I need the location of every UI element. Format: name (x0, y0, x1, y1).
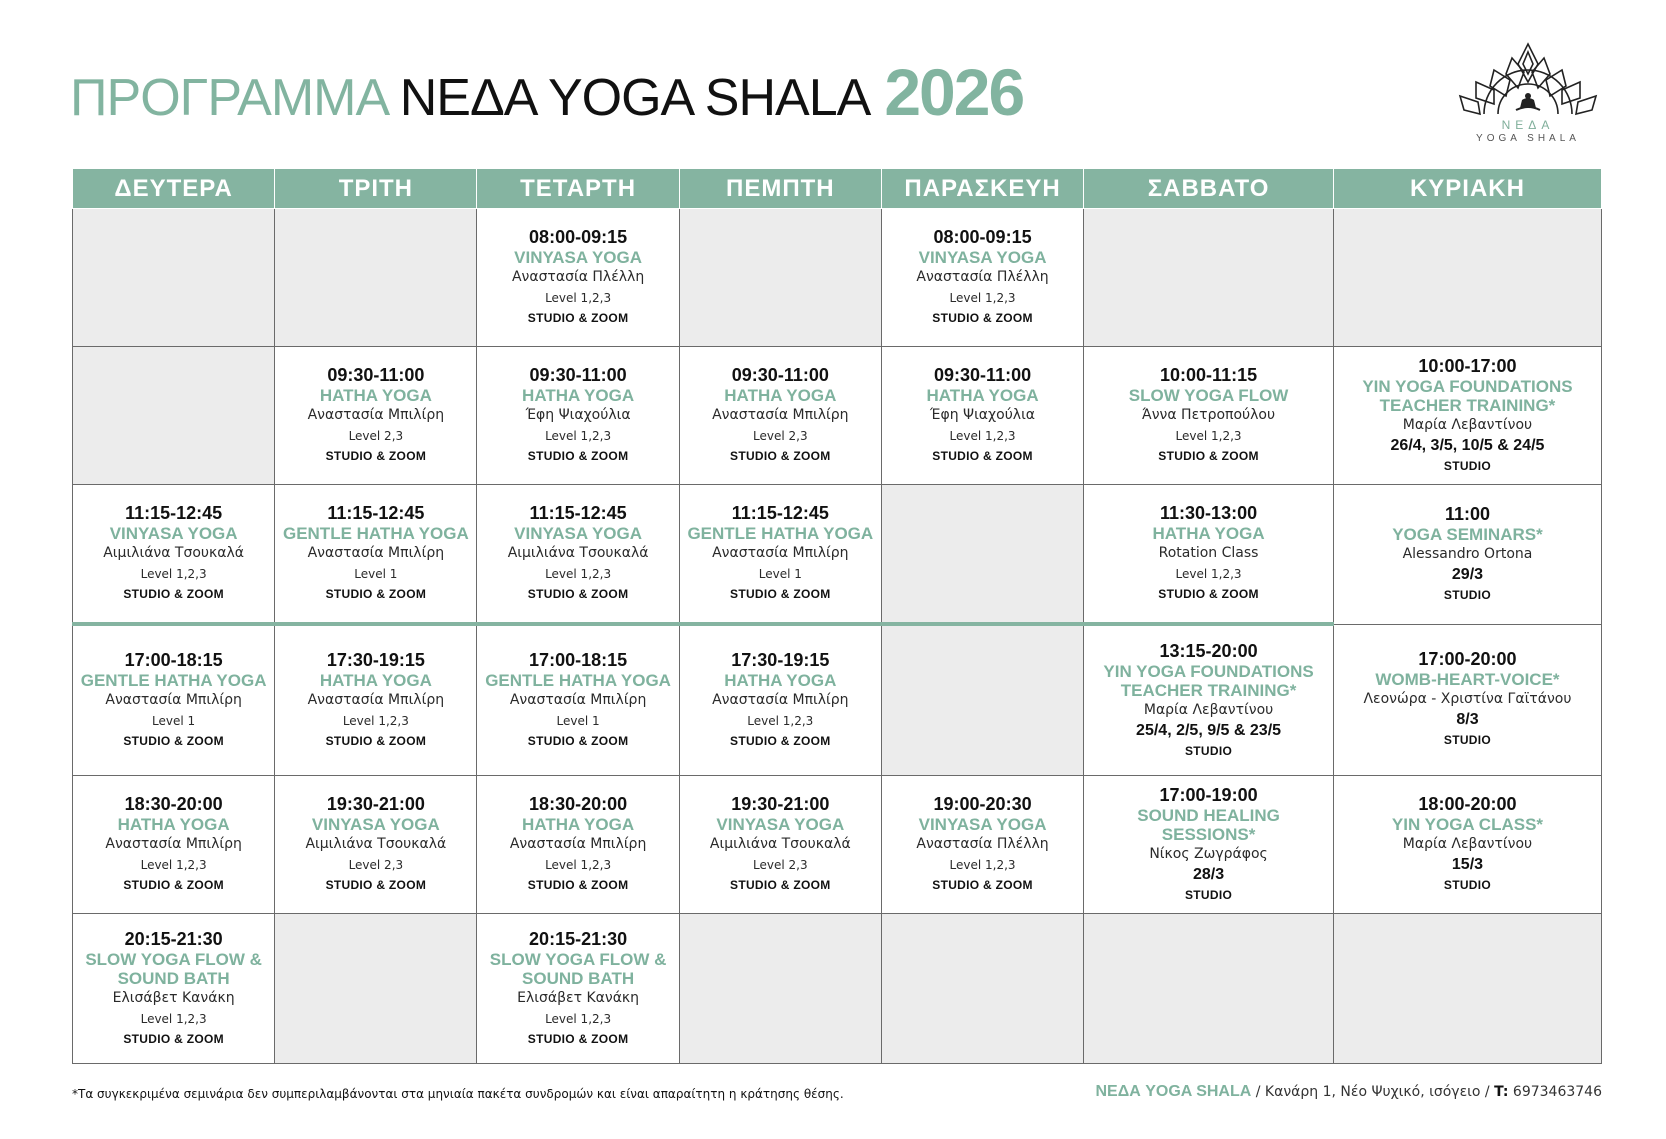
class-slot-sunday (1333, 347, 1601, 485)
class-teacher: Αναστασία Μπιλίρη (307, 692, 445, 708)
class-dates: 28/3 (1192, 865, 1225, 883)
class-name: VINYASA YOGA (716, 815, 845, 834)
class-time: 09:30-11:00 (327, 365, 425, 385)
class-time: 08:00-09:15 (529, 227, 628, 247)
class-teacher: Νίκος Ζωγράφος (1149, 845, 1268, 862)
class-location: STUDIO & ZOOM (123, 587, 224, 601)
class-slot-tuesday (275, 624, 477, 776)
class-location: STUDIO (1443, 878, 1492, 892)
class-teacher: Έφη Ψιαχούλια (930, 407, 1036, 423)
class-slot-sunday (1333, 624, 1601, 776)
schedule-row (73, 624, 1602, 776)
empty-slot-sunday (1333, 209, 1601, 347)
class-time: 11:15-12:45 (731, 503, 829, 523)
class-location: STUDIO & ZOOM (730, 878, 831, 892)
class-name: HATHA YOGA (724, 671, 837, 690)
class-teacher: Έφη Ψιαχούλια (525, 407, 631, 423)
page-title (70, 55, 1024, 129)
class-time: 11:15-12:45 (125, 503, 223, 523)
class-slot-friday (881, 347, 1083, 485)
class-location: STUDIO & ZOOM (932, 878, 1033, 892)
class-time: 17:00-18:15 (124, 650, 223, 670)
title-year: 2026 (884, 55, 1024, 129)
class-slot-monday (73, 914, 275, 1064)
empty-slot-monday (73, 209, 275, 347)
class-level: Level 1,2,3 (949, 291, 1016, 305)
class-level: Level 1,2,3 (140, 567, 207, 581)
class-name: VINYASA YOGA (109, 524, 238, 543)
empty-slot-sunday (1333, 914, 1601, 1064)
class-name: SLOW YOGA FLOW & SOUND BATH (489, 949, 667, 988)
class-level: Level 1 (556, 714, 600, 728)
class-teacher: Αιμιλιάνα Τσουκαλά (709, 836, 851, 852)
class-level: Level 2,3 (348, 429, 404, 443)
class-time: 10:00-11:15 (1160, 365, 1258, 385)
class-teacher: Λεονώρα - Χριστίνα Γαϊτάνου (1363, 691, 1572, 708)
class-location: STUDIO & ZOOM (325, 878, 427, 892)
class-dates: 25/4, 2/5, 9/5 & 23/5 (1136, 721, 1282, 739)
class-time: 19:00-20:30 (933, 794, 1032, 814)
class-name: GENTLE HATHA YOGA (687, 524, 874, 543)
day-header-thursday: ΠΕΜΠΤΗ (679, 169, 881, 209)
empty-slot-monday (73, 347, 275, 485)
class-location: STUDIO & ZOOM (325, 587, 427, 601)
class-location: STUDIO & ZOOM (527, 587, 629, 601)
class-teacher: Αναστασία Μπιλίρη (712, 407, 849, 423)
class-teacher: Ελισάβετ Κανάκη (517, 989, 640, 1006)
class-time: 19:30-21:00 (326, 794, 425, 814)
class-level: Level 1,2,3 (1175, 429, 1242, 443)
class-time: 11:00 (1444, 503, 1490, 524)
class-time: 11:15-12:45 (327, 503, 425, 523)
class-teacher: Μαρία Λεβαντίνου (1402, 416, 1533, 433)
footer-address: / Κανάρη 1, Νέο Ψυχικό, ισόγειο / (1251, 1084, 1495, 1100)
class-name: HATHA YOGA (117, 815, 230, 834)
class-dates: 8/3 (1456, 711, 1479, 729)
logo-name: ΝΕΔΑ (1501, 118, 1555, 132)
class-level: Level 1,2,3 (140, 1011, 207, 1026)
class-name: YIN YOGA FOUNDATIONS TEACHER TRAINING* (1362, 376, 1573, 415)
class-name: VINYASA YOGA (918, 815, 1047, 834)
class-level: Level 1 (354, 567, 398, 581)
empty-slot-friday (881, 914, 1083, 1064)
class-slot-thursday (679, 776, 881, 914)
class-level: Level 1 (152, 714, 196, 728)
schedule-row (73, 209, 1602, 347)
class-level: Level 1,2,3 (140, 858, 207, 872)
day-header-friday: ΠΑΡΑΣΚΕΥΗ (881, 169, 1083, 209)
class-time: 19:30-21:00 (731, 794, 830, 814)
day-header-row (73, 169, 1602, 209)
class-name: VINYASA YOGA (514, 248, 643, 267)
class-slot-friday (881, 776, 1083, 914)
class-time: 18:30-20:00 (529, 794, 628, 814)
class-slot-wednesday (477, 914, 679, 1064)
class-dates: 26/4, 3/5, 10/5 & 24/5 (1390, 436, 1545, 454)
footer-contact (1096, 1083, 1603, 1101)
empty-slot-tuesday (275, 209, 477, 347)
class-location: STUDIO & ZOOM (123, 734, 224, 748)
class-slot-saturday (1084, 776, 1334, 914)
class-time: 13:15-20:00 (1159, 640, 1258, 661)
class-name: HATHA YOGA (522, 386, 635, 405)
class-slot-tuesday (275, 485, 477, 625)
class-slot-sunday (1333, 485, 1601, 625)
class-slot-wednesday (477, 776, 679, 914)
schedule-row (73, 347, 1602, 485)
class-time: 18:30-20:00 (124, 794, 223, 814)
class-location: STUDIO & ZOOM (730, 449, 831, 463)
class-name: HATHA YOGA (522, 815, 635, 834)
class-location: STUDIO (1443, 458, 1492, 473)
class-teacher: Αιμιλιάνα Τσουκαλά (103, 545, 245, 561)
class-time: 17:00-19:00 (1159, 784, 1258, 805)
class-level: Level 2,3 (753, 858, 808, 872)
class-name: YOGA SEMINARS* (1392, 524, 1543, 544)
class-level: Level 2,3 (753, 429, 808, 443)
schedule-row (73, 485, 1602, 625)
class-slot-monday (73, 776, 275, 914)
title-program: ΠΡΟΓΡΑΜΜΑ (70, 69, 387, 127)
class-level: Level 1,2,3 (545, 1011, 612, 1026)
class-level: Level 1,2,3 (342, 714, 409, 728)
class-name: HATHA YOGA (319, 671, 432, 690)
day-header-tuesday: ΤΡΙΤΗ (275, 169, 477, 209)
class-location: STUDIO & ZOOM (527, 449, 629, 463)
class-name: YIN YOGA CLASS* (1391, 815, 1544, 834)
class-time: 09:30-11:00 (934, 365, 1032, 385)
class-level: Level 1,2,3 (747, 714, 814, 728)
class-location: STUDIO & ZOOM (730, 587, 831, 601)
class-time: 09:30-11:00 (731, 365, 829, 385)
schedule-row (73, 776, 1602, 914)
class-name: WOMB-HEART-VOICE* (1375, 670, 1560, 690)
class-location: STUDIO (1184, 887, 1233, 902)
class-time: 17:00-18:15 (529, 650, 628, 670)
class-time: 20:15-21:30 (529, 928, 628, 949)
logo-subtitle: YOGA SHALA (1476, 133, 1580, 144)
class-location: STUDIO & ZOOM (527, 311, 629, 325)
class-name: GENTLE HATHA YOGA (80, 671, 267, 690)
footer-brand: ΝΕΔΑ YOGA SHALA (1095, 1083, 1252, 1100)
class-teacher: Αναστασία Μπιλίρη (105, 836, 242, 852)
class-name: HATHA YOGA (1152, 524, 1265, 543)
class-level: Level 2,3 (348, 858, 404, 872)
class-slot-wednesday (477, 209, 679, 347)
class-location: STUDIO & ZOOM (325, 449, 427, 463)
empty-slot-friday (881, 624, 1083, 776)
class-level: Level 1,2,3 (545, 567, 612, 581)
class-level: Level 1,2,3 (1175, 567, 1242, 581)
class-name: GENTLE HATHA YOGA (282, 524, 469, 543)
class-teacher: Αναστασία Μπιλίρη (307, 545, 445, 561)
class-teacher: Alessandro Ortona (1402, 545, 1533, 562)
class-slot-wednesday (477, 624, 679, 776)
class-location: STUDIO & ZOOM (1158, 449, 1259, 463)
class-time: 17:00-20:00 (1418, 649, 1517, 670)
class-time: 17:30-19:15 (731, 650, 830, 670)
class-dates: 29/3 (1451, 565, 1484, 583)
class-level: Level 1,2,3 (545, 429, 612, 443)
class-dates: 15/3 (1451, 856, 1484, 873)
class-teacher: Αναστασία Πλέλλη (916, 836, 1049, 852)
class-name: HATHA YOGA (926, 386, 1039, 405)
class-location: STUDIO & ZOOM (527, 734, 629, 748)
class-teacher: Μαρία Λεβαντίνου (1402, 836, 1533, 852)
class-time: 10:00-17:00 (1418, 355, 1517, 376)
class-name: SOUND HEALING SESSIONS* (1137, 805, 1280, 844)
day-header-monday: ΔΕΥΤΕΡΑ (73, 169, 275, 209)
empty-slot-friday (881, 485, 1083, 625)
class-slot-wednesday (477, 485, 679, 625)
footer-note: *Τα συγκεκριμένα σεμινάρια δεν συμπεριλαμβάνονται στα μηνιαία πακέτα συνδρομών και είναι απαραίτητη η κράτησης θέσης. (72, 1087, 844, 1101)
class-teacher: Αναστασία Μπιλίρη (712, 692, 849, 708)
class-time: 08:00-09:15 (933, 227, 1032, 247)
class-teacher: Ελισάβετ Κανάκη (112, 989, 235, 1006)
class-level: Level 1 (758, 567, 802, 581)
class-location: STUDIO & ZOOM (123, 878, 224, 892)
class-location: STUDIO & ZOOM (527, 1031, 629, 1046)
class-teacher: Αναστασία Πλέλλη (916, 269, 1049, 285)
class-slot-thursday (679, 347, 881, 485)
class-name: SLOW YOGA FLOW & SOUND BATH (85, 949, 262, 988)
class-slot-thursday (679, 485, 881, 625)
class-name: VINYASA YOGA (918, 248, 1047, 267)
class-slot-saturday (1084, 624, 1334, 776)
class-time: 09:30-11:00 (529, 365, 627, 385)
class-location: STUDIO & ZOOM (325, 734, 427, 748)
class-slot-friday (881, 209, 1083, 347)
class-teacher: Μαρία Λεβαντίνου (1143, 701, 1274, 718)
class-name: VINYASA YOGA (514, 524, 643, 543)
empty-slot-tuesday (275, 914, 477, 1064)
lotus-meditation-icon (1454, 38, 1602, 118)
class-name: VINYASA YOGA (311, 815, 440, 834)
class-level: Level 1,2,3 (545, 858, 612, 872)
class-location: STUDIO & ZOOM (932, 449, 1033, 463)
empty-slot-thursday (679, 209, 881, 347)
day-header-saturday: ΣΑΒΒΑΤΟ (1084, 169, 1334, 209)
class-location: STUDIO & ZOOM (730, 734, 831, 748)
class-teacher: Αναστασία Μπιλίρη (105, 692, 242, 708)
class-teacher: Αναστασία Πλέλλη (511, 269, 645, 285)
day-header-sunday: ΚΥΡΙΑΚΗ (1333, 169, 1601, 209)
class-teacher: Αναστασία Μπιλίρη (509, 692, 647, 708)
empty-slot-saturday (1084, 209, 1334, 347)
class-time: 17:30-19:15 (326, 650, 425, 670)
footer-phone-label: T: (1494, 1084, 1509, 1100)
empty-slot-thursday (679, 914, 881, 1064)
class-time: 11:15-12:45 (529, 503, 627, 523)
class-location: STUDIO (1184, 743, 1233, 758)
class-teacher: Αναστασία Μπιλίρη (712, 545, 849, 561)
class-slot-monday (73, 624, 275, 776)
class-slot-monday (73, 485, 275, 625)
class-location: STUDIO (1443, 733, 1492, 748)
logo (1452, 38, 1604, 156)
class-slot-tuesday (275, 347, 477, 485)
schedule-table (72, 169, 1602, 1064)
class-name: SLOW YOGA FLOW (1128, 386, 1289, 405)
class-name: HATHA YOGA (724, 386, 837, 405)
class-location: STUDIO & ZOOM (527, 878, 629, 892)
empty-slot-saturday (1084, 914, 1334, 1064)
class-time: 11:30-13:00 (1160, 503, 1258, 523)
class-name: YIN YOGA FOUNDATIONS TEACHER TRAINING* (1103, 661, 1314, 700)
day-header-wednesday: ΤΕΤΑΡΤΗ (477, 169, 679, 209)
class-slot-saturday (1084, 347, 1334, 485)
class-time: 18:00-20:00 (1418, 794, 1517, 814)
class-teacher: Άννα Πετροπούλου (1142, 407, 1276, 423)
class-teacher: Rotation Class (1158, 545, 1259, 561)
class-teacher: Αναστασία Μπιλίρη (307, 407, 445, 423)
class-name: GENTLE HATHA YOGA (485, 671, 671, 690)
class-time: 20:15-21:30 (124, 928, 223, 949)
class-slot-sunday (1333, 776, 1601, 914)
class-name: HATHA YOGA (319, 386, 432, 405)
class-slot-wednesday (477, 347, 679, 485)
class-teacher: Αιμιλιάνα Τσουκαλά (507, 545, 649, 561)
class-level: Level 1,2,3 (545, 291, 612, 305)
footer-phone: 6973463746 (1508, 1084, 1602, 1100)
class-slot-tuesday (275, 776, 477, 914)
class-level: Level 1,2,3 (949, 429, 1016, 443)
class-teacher: Αιμιλιάνα Τσουκαλά (305, 836, 447, 852)
class-slot-saturday (1084, 485, 1334, 625)
class-teacher: Αναστασία Μπιλίρη (509, 836, 647, 852)
class-level: Level 1,2,3 (949, 858, 1016, 872)
class-location: STUDIO (1443, 587, 1492, 602)
class-location: STUDIO & ZOOM (932, 311, 1033, 325)
title-studio-name: ΝΕΔΑ YOGA SHALA (399, 69, 871, 127)
class-location: STUDIO & ZOOM (123, 1031, 224, 1046)
class-location: STUDIO & ZOOM (1158, 587, 1259, 601)
class-slot-thursday (679, 624, 881, 776)
schedule-row (73, 914, 1602, 1064)
